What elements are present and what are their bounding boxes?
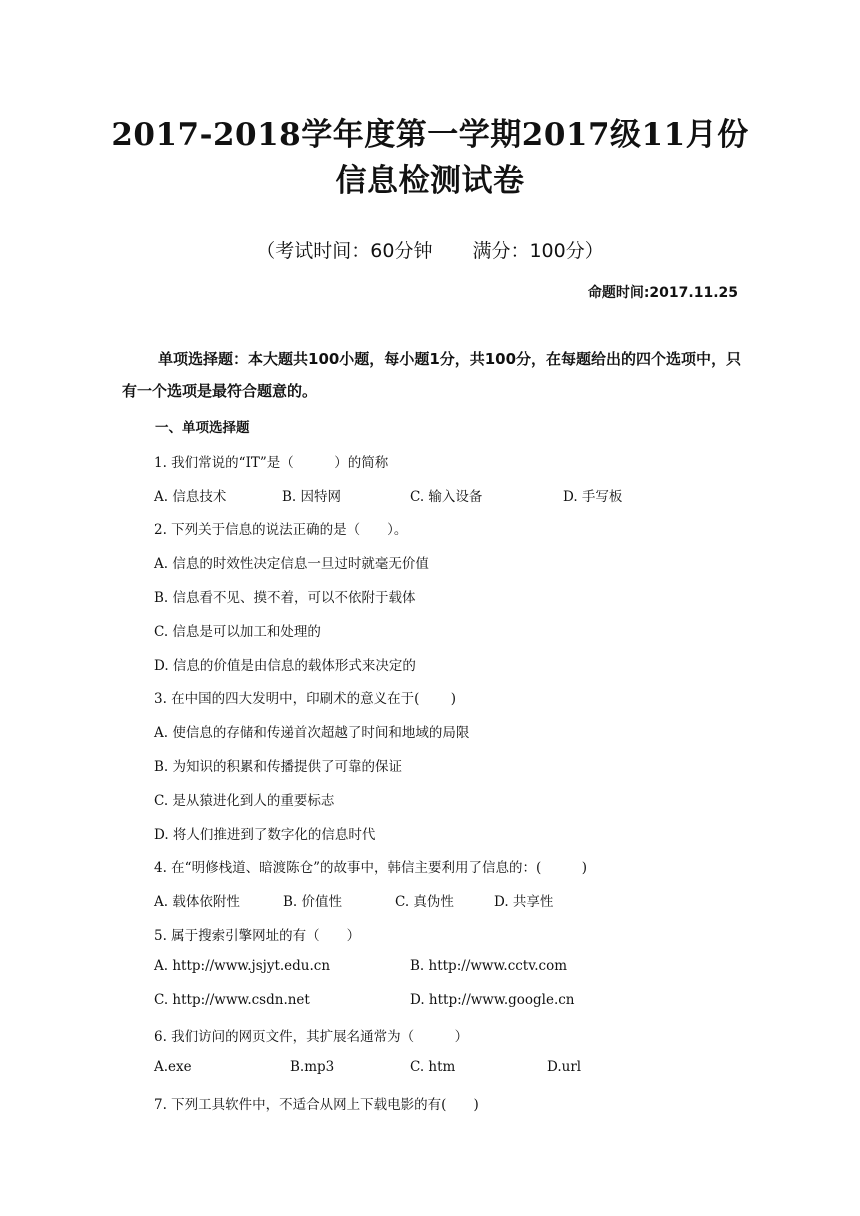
- question-4-stem: 4. 在“明修栈道、暗渡陈仓”的故事中，韩信主要利用了信息的：( ): [154, 860, 588, 876]
- exam-title-line1: 2017-2018学年度第一学期2017级11月份: [111, 117, 749, 153]
- question-7-stem: 7. 下列工具软件中，不适合从网上下载电影的有( ): [154, 1097, 479, 1113]
- question-6-option-b: B.mp3: [290, 1059, 335, 1075]
- question-3-option-d: D. 将人们推进到了数字化的信息时代: [154, 827, 376, 843]
- question-4-option-d: D. 共享性: [494, 894, 554, 910]
- question-4-option-b: B. 价值性: [283, 894, 343, 910]
- question-3-option-c: C. 是从猿进化到人的重要标志: [154, 793, 335, 809]
- question-5-stem: 5. 属于搜索引擎网址的有（ ）: [154, 928, 361, 944]
- full-score: 满分：100分）: [472, 240, 604, 262]
- question-5-option-b: B. http://www.cctv.com: [410, 958, 568, 974]
- exam-time: （考试时间：60分钟: [256, 240, 433, 262]
- question-2-option-d: D. 信息的价值是由信息的载体形式来决定的: [154, 658, 416, 674]
- question-2-option-b: B. 信息看不见、摸不着，可以不依附于载体: [154, 590, 416, 606]
- question-1-option-a: A. 信息技术: [154, 489, 227, 505]
- question-3-option-b: B. 为知识的积累和传播提供了可靠的保证: [154, 759, 403, 775]
- instructions: 单项选择题：本大题共100小题，每小题1分，共100分，在每题给出的四个选项中，只有一个选项是最符合题意的。: [122, 350, 742, 400]
- question-1-option-b: B. 因特网: [282, 489, 342, 505]
- question-3-option-a: A. 使信息的存储和传递首次超越了时间和地域的局限: [154, 725, 470, 741]
- question-1-option-d: D. 手写板: [563, 489, 623, 505]
- question-3-stem: 3. 在中国的四大发明中，印刷术的意义在于( ): [154, 691, 456, 707]
- question-4-option-c: C. 真伪性: [395, 894, 454, 910]
- question-4-option-a: A. 载体依附性: [154, 894, 240, 910]
- question-1-stem: 1. 我们常说的“IT”是（ ）的简称: [154, 455, 389, 471]
- section-title: 一、单项选择题: [155, 420, 250, 436]
- exam-title-line2: 信息检测试卷: [335, 163, 525, 199]
- question-5-option-c: C. http://www.csdn.net: [154, 992, 310, 1008]
- question-5-option-d: D. http://www.google.cn: [410, 992, 575, 1008]
- question-6-option-c: C. htm: [410, 1059, 456, 1075]
- issue-date: 命题时间:2017.11.25: [587, 285, 738, 301]
- question-2-option-c: C. 信息是可以加工和处理的: [154, 624, 321, 640]
- exam-meta: [0, 236, 860, 263]
- question-6-option-d: D.url: [547, 1059, 582, 1075]
- question-5-option-a: A. http://www.jsjyt.edu.cn: [154, 958, 331, 974]
- question-2-stem: 2. 下列关于信息的说法正确的是（ ）。: [154, 522, 408, 538]
- question-2-option-a: A. 信息的时效性决定信息一旦过时就毫无价值: [154, 556, 429, 572]
- question-1-option-c: C. 输入设备: [410, 489, 483, 505]
- question-6-option-a: A.exe: [154, 1059, 192, 1075]
- question-6-stem: 6. 我们访问的网页文件，其扩展名通常为（ ）: [154, 1029, 469, 1045]
